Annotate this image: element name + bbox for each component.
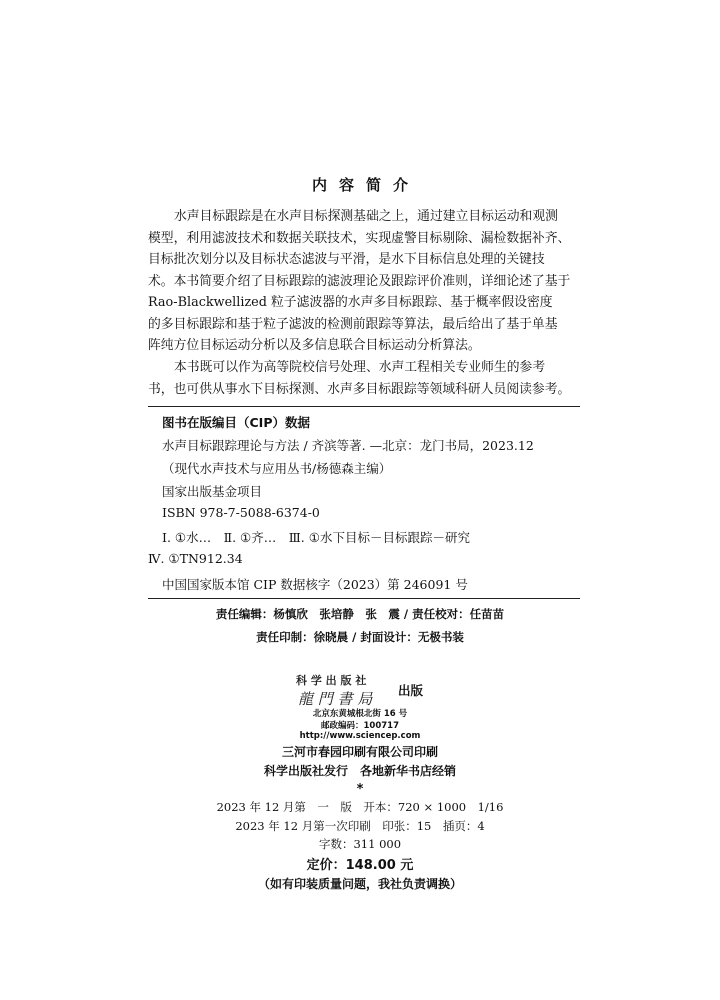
cip-heading: 图书在版编目（CIP）数据 bbox=[162, 415, 310, 430]
separator-star: * bbox=[356, 782, 364, 797]
publisher-seal-science: 科 学 出 版 社 bbox=[296, 674, 367, 687]
wordcount-line: 字数：311 000 bbox=[318, 837, 402, 851]
summary-line: 阵纯方位目标运动分析以及多信息联合目标运动分析算法。 bbox=[148, 338, 481, 353]
cip-line: Ⅰ. ①水… Ⅱ. ①齐… Ⅲ. ①水下目标－目标跟踪－研究 bbox=[162, 530, 470, 545]
summary-line: 的多目标跟踪和基于粒子滤波的检测前跟踪等算法，最后给出了基于单基 bbox=[148, 316, 558, 332]
publisher-postcode: 邮政编码：100717 bbox=[321, 721, 399, 731]
cip-top-rule bbox=[148, 406, 580, 407]
production-credits: 责任印制：徐晓晨 / 封面设计：无极书装 bbox=[256, 630, 464, 644]
summary-line: Rao-Blackwellized 粒子滤波器的水声多目标跟踪、基于概率假设密度 bbox=[148, 295, 553, 310]
cip-line: Ⅳ. ①TN912.34 bbox=[148, 551, 243, 566]
cip-line: 水声目标跟踪理论与方法 / 齐滨等著. —北京：龙门书局，2023.12 bbox=[162, 438, 534, 453]
printing-line: 2023 年 12 月第一次印刷 印张：15 插页：4 bbox=[235, 819, 485, 833]
publisher-seal-longmen: 龍 門 書 局 bbox=[298, 690, 373, 708]
summary-line: 书，也可供从事水下目标探测、水声多目标跟踪等领域科研人员阅读参考。 bbox=[148, 381, 571, 397]
summary-line: 水声目标跟踪是在水声目标探测基础之上，通过建立目标运动和观测 bbox=[174, 209, 558, 224]
editor-credits: 责任编辑：杨慎欣 张培静 张 震 / 责任校对：任苗苗 bbox=[215, 607, 505, 621]
edition-line: 2023 年 12 月第 一 版 开本：720 × 1000 1/16 bbox=[216, 800, 504, 814]
summary-paragraph-2 bbox=[148, 357, 580, 400]
cip-line: （现代水声技术与应用丛书/杨德森主编） bbox=[162, 461, 392, 476]
distribution-line: 科学出版社发行 各地新华书店经销 bbox=[263, 764, 456, 778]
cip-line: 国家出版基金项目 bbox=[162, 484, 263, 499]
publisher-address: 北京东黄城根北街 16 号 bbox=[312, 709, 408, 719]
summary-line: 目标批次划分以及目标状态滤波与平滑，是水下目标信息处理的关键技 bbox=[148, 252, 545, 267]
price-line: 定价：148.00 元 bbox=[306, 858, 414, 873]
cip-bottom-rule bbox=[148, 598, 580, 599]
printer-line: 三河市春园印刷有限公司印刷 bbox=[281, 745, 438, 759]
quality-notice: （如有印装质量问题，我社负责调换） bbox=[257, 877, 462, 891]
summary-line: 本书既可以作为高等院校信号处理、水声工程相关专业师生的参考 bbox=[174, 360, 546, 375]
cip-line: ISBN 978-7-5088-6374-0 bbox=[162, 505, 320, 520]
cip-line: 中国国家版本馆 CIP 数据核字（2023）第 246091 号 bbox=[162, 577, 468, 592]
summary-title: 内容简介 bbox=[311, 176, 420, 194]
summary-paragraph-1 bbox=[148, 206, 580, 357]
publisher-website: http://www.sciencep.com bbox=[299, 731, 421, 741]
summary-line: 模型，利用滤波技术和数据关联技术，实现虚警目标剔除、漏检数据补齐、 bbox=[148, 230, 571, 246]
summary-line: 术。本书简要介绍了目标跟踪的滤波理论及跟踪评价准则，详细论述了基于 bbox=[148, 273, 571, 289]
publisher-suffix: 出版 bbox=[398, 683, 424, 698]
